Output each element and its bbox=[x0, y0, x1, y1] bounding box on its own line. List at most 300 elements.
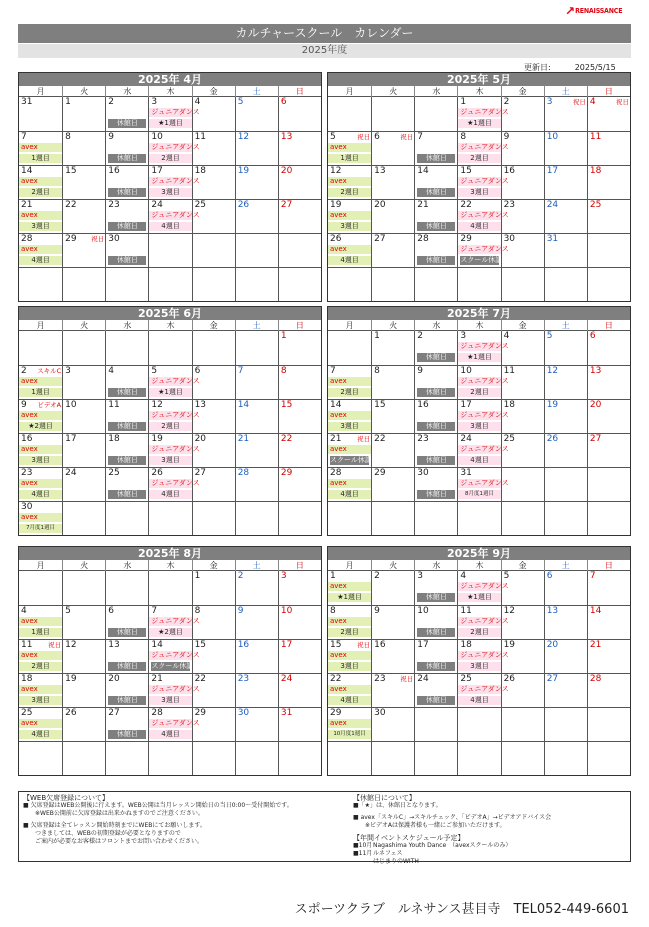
day-number: 11 bbox=[460, 606, 472, 616]
day-cell bbox=[414, 365, 457, 399]
calendar-july bbox=[327, 306, 631, 536]
day-number: 16 bbox=[374, 640, 386, 650]
day-cell bbox=[235, 233, 278, 267]
event-row bbox=[353, 850, 628, 858]
junior-dance-label: ジュニアダンス bbox=[460, 245, 509, 253]
event-month bbox=[353, 858, 373, 866]
day-cell bbox=[105, 571, 148, 605]
day-number: 12 bbox=[546, 366, 559, 376]
day-number: 16 bbox=[21, 434, 33, 444]
closed-day-label: 休館日 bbox=[417, 593, 455, 602]
weekday-label: 土 bbox=[544, 86, 587, 97]
closed-day-label: 休館日 bbox=[417, 696, 455, 705]
day-cell bbox=[19, 467, 62, 501]
day-number: 7 bbox=[237, 366, 244, 376]
day-number: 21 bbox=[589, 640, 602, 650]
junior-dance-label: ジュニアダンス bbox=[151, 685, 200, 693]
week-label: 2週目 bbox=[19, 188, 62, 197]
day-number: 21 bbox=[417, 200, 429, 210]
day-number: 24 bbox=[546, 200, 559, 210]
day-cell bbox=[62, 233, 105, 267]
day-cell bbox=[414, 571, 457, 605]
weekday-label: 火 bbox=[371, 560, 414, 571]
junior-dance-label: ジュニアダンス bbox=[151, 177, 200, 185]
day-number: 1 bbox=[280, 331, 287, 341]
day-cell bbox=[457, 131, 509, 165]
day-cell bbox=[544, 639, 587, 673]
day-number: 5 bbox=[503, 571, 510, 581]
day-number: 25 bbox=[194, 200, 207, 210]
week-label: ★1週目 bbox=[458, 353, 500, 362]
logo-mark-icon: ↗ bbox=[565, 4, 574, 18]
day-number: 10 bbox=[151, 132, 163, 142]
renaissance-logo bbox=[565, 4, 645, 18]
day-cell bbox=[587, 571, 630, 605]
day-cell bbox=[148, 571, 191, 605]
page-title: カルチャースクール カレンダー bbox=[18, 24, 631, 43]
closed-day-label: 休館日 bbox=[417, 222, 455, 231]
day-cell bbox=[148, 199, 200, 233]
day-cell bbox=[105, 97, 148, 131]
day-number: 4 bbox=[21, 606, 27, 616]
day-number: 14 bbox=[151, 640, 163, 650]
day-number: 26 bbox=[546, 434, 559, 444]
day-cell bbox=[457, 199, 509, 233]
day-cell bbox=[62, 199, 105, 233]
day-number: 30 bbox=[21, 502, 33, 512]
closed-day-label: 休館日 bbox=[108, 188, 146, 197]
day-cell bbox=[192, 707, 235, 741]
day-cell bbox=[148, 131, 200, 165]
week-label: ★1週目 bbox=[458, 119, 500, 128]
week-label: 4週目 bbox=[149, 222, 191, 231]
weekday-label: 日 bbox=[587, 560, 630, 571]
day-cell bbox=[414, 707, 457, 741]
day-number: 3 bbox=[417, 571, 424, 581]
day-cell bbox=[371, 433, 414, 467]
day-cell bbox=[587, 501, 630, 535]
day-cell bbox=[328, 501, 371, 535]
week-label: 10月度1週目 bbox=[328, 730, 371, 739]
avex-label: avex bbox=[328, 445, 371, 454]
week-label: スクール休講 bbox=[330, 456, 372, 464]
avex-label: avex bbox=[19, 445, 62, 454]
weekday-label: 土 bbox=[544, 560, 587, 571]
weekday-label: 火 bbox=[62, 86, 105, 97]
closed-day-label: 休館日 bbox=[417, 188, 455, 197]
week-label: 2週目 bbox=[458, 154, 500, 163]
weekday-label: 土 bbox=[235, 560, 278, 571]
day-number: 5 bbox=[151, 366, 158, 376]
day-cell bbox=[192, 97, 235, 131]
weekday-label: 火 bbox=[371, 320, 414, 331]
day-cell bbox=[19, 707, 62, 741]
day-cell bbox=[457, 605, 509, 639]
day-cell bbox=[278, 571, 321, 605]
day-number: 11 bbox=[108, 400, 120, 410]
note-line: ■ avex「スキルC」→スキルチェック、「ビデオA」→ビデオアドバイス会 bbox=[353, 814, 552, 821]
junior-dance-label: ジュニアダンス bbox=[460, 108, 509, 116]
day-number: 19 bbox=[237, 166, 250, 176]
day-number: 4 bbox=[589, 97, 596, 107]
closed-day-label: 休館日 bbox=[417, 662, 455, 671]
day-cell bbox=[371, 605, 414, 639]
day-cell bbox=[457, 707, 500, 741]
note-line: ※ビデオAは保護者様も一緒にご参加いただけます。 bbox=[365, 822, 506, 829]
closed-day-label: 休館日 bbox=[108, 422, 146, 431]
junior-dance-label: ジュニアダンス bbox=[460, 685, 509, 693]
closed-day-label: 休館日 bbox=[108, 388, 146, 397]
fiscal-year: 2025年度 bbox=[18, 44, 631, 58]
day-cell bbox=[544, 571, 587, 605]
day-grid bbox=[328, 331, 630, 535]
day-cell bbox=[278, 741, 321, 775]
day-number: 25 bbox=[108, 468, 120, 478]
events-heading: 【年間イベントスケジュール予定】 bbox=[353, 834, 465, 842]
day-cell bbox=[62, 97, 105, 131]
day-cell bbox=[457, 97, 509, 131]
day-cell bbox=[328, 673, 371, 707]
weekday-label: 木 bbox=[457, 320, 500, 331]
closed-day-label: 休館日 bbox=[417, 353, 455, 362]
notes-heading: 【休館日について】 bbox=[353, 794, 416, 802]
day-number: 20 bbox=[280, 166, 293, 176]
day-cell bbox=[19, 639, 62, 673]
week-label: 3週目 bbox=[19, 696, 62, 705]
day-cell bbox=[278, 673, 321, 707]
day-number: 24 bbox=[280, 674, 293, 684]
junior-dance-label: ジュニアダンス bbox=[460, 582, 509, 590]
weekday-header bbox=[19, 320, 321, 331]
day-cell bbox=[328, 365, 371, 399]
day-number: 24 bbox=[151, 200, 163, 210]
day-number: 9 bbox=[21, 400, 27, 410]
day-number: 18 bbox=[460, 640, 472, 650]
day-number: 8 bbox=[194, 606, 201, 616]
day-cell bbox=[19, 97, 62, 131]
day-number: 19 bbox=[546, 400, 559, 410]
weekday-label: 水 bbox=[105, 320, 148, 331]
day-cell bbox=[414, 331, 457, 365]
day-number: 22 bbox=[280, 434, 293, 444]
day-cell bbox=[105, 673, 148, 707]
day-cell bbox=[235, 97, 278, 131]
day-cell bbox=[414, 639, 457, 673]
closed-day-label: 休館日 bbox=[108, 119, 146, 128]
day-number: 1 bbox=[460, 97, 467, 107]
day-number: 12 bbox=[151, 400, 163, 410]
day-number: 5 bbox=[237, 97, 244, 107]
holiday-label: 祝日 bbox=[357, 133, 371, 141]
weekday-label: 土 bbox=[544, 320, 587, 331]
week-label: 4週目 bbox=[149, 730, 191, 739]
avex-label: avex bbox=[19, 719, 62, 728]
day-number: 13 bbox=[280, 132, 293, 142]
junior-dance-label: ジュニアダンス bbox=[460, 411, 509, 419]
closed-day-label: 休館日 bbox=[108, 154, 146, 163]
day-cell bbox=[19, 673, 62, 707]
day-number: 27 bbox=[589, 434, 602, 444]
day-cell bbox=[371, 639, 414, 673]
day-cell bbox=[328, 571, 371, 605]
day-cell bbox=[148, 605, 200, 639]
holiday-label: 祝日 bbox=[400, 675, 414, 683]
day-cell bbox=[587, 131, 630, 165]
day-number: 6 bbox=[280, 97, 287, 107]
day-cell bbox=[328, 639, 371, 673]
day-cell bbox=[62, 467, 105, 501]
day-cell bbox=[414, 673, 457, 707]
week-label: 2週目 bbox=[458, 628, 500, 637]
day-cell bbox=[328, 707, 371, 741]
day-cell bbox=[235, 707, 278, 741]
day-cell bbox=[414, 433, 457, 467]
week-label: 7月度1週目 bbox=[19, 524, 62, 533]
day-cell bbox=[278, 501, 321, 535]
calendar-may bbox=[327, 72, 631, 302]
day-cell bbox=[19, 433, 62, 467]
day-cell bbox=[105, 639, 148, 673]
weekday-label: 日 bbox=[278, 86, 321, 97]
day-cell bbox=[148, 97, 200, 131]
weekday-label: 月 bbox=[345, 561, 354, 570]
day-cell bbox=[371, 165, 414, 199]
day-cell bbox=[105, 707, 148, 741]
avex-label: avex bbox=[328, 617, 371, 626]
day-number: 22 bbox=[194, 674, 207, 684]
day-cell bbox=[192, 639, 235, 673]
day-number: 4 bbox=[108, 366, 115, 376]
week-label: スクール休講 bbox=[151, 662, 194, 670]
day-number: 6 bbox=[589, 331, 596, 341]
day-number: 31 bbox=[280, 708, 293, 718]
day-cell bbox=[148, 433, 200, 467]
day-number: 12 bbox=[65, 640, 77, 650]
day-cell bbox=[501, 233, 544, 267]
junior-dance-label: ジュニアダンス bbox=[460, 177, 509, 185]
day-cell bbox=[148, 741, 191, 775]
day-number: 9 bbox=[237, 606, 244, 616]
day-grid bbox=[328, 571, 630, 775]
day-number: 29 bbox=[374, 468, 386, 478]
junior-dance-label: ジュニアダンス bbox=[460, 651, 509, 659]
day-number: 7 bbox=[151, 606, 158, 616]
avex-label: avex bbox=[328, 479, 371, 488]
closed-day-label: 休館日 bbox=[417, 422, 455, 431]
week-label: 3週目 bbox=[149, 696, 191, 705]
avex-label: avex bbox=[19, 211, 62, 220]
day-cell bbox=[105, 233, 148, 267]
day-number: 30 bbox=[503, 234, 516, 244]
day-cell bbox=[235, 673, 278, 707]
day-number: 18 bbox=[21, 674, 33, 684]
day-number: 24 bbox=[65, 468, 77, 478]
day-cell bbox=[457, 165, 509, 199]
week-label: ★1週目 bbox=[328, 593, 371, 602]
logo-text: RENAISSANCE bbox=[575, 7, 623, 15]
day-cell bbox=[19, 605, 62, 639]
weekday-label: 水 bbox=[414, 320, 457, 331]
day-cell bbox=[62, 131, 105, 165]
closed-day-label: 休館日 bbox=[108, 662, 146, 671]
day-cell bbox=[587, 399, 630, 433]
weekday-label: 木 bbox=[148, 86, 191, 97]
day-cell bbox=[62, 399, 105, 433]
day-cell bbox=[192, 741, 235, 775]
event-name: はじまりのWITH bbox=[373, 858, 419, 865]
note-line: ■ 欠席登録は全てレッスン開始時刻までにWEBにてお願いします。 bbox=[23, 822, 206, 829]
day-number: 31 bbox=[460, 468, 472, 478]
week-label: 4週目 bbox=[328, 490, 371, 499]
day-number: 3 bbox=[151, 97, 158, 107]
day-number: 2 bbox=[503, 97, 510, 107]
week-label: 4週目 bbox=[458, 456, 500, 465]
holiday-label: 祝日 bbox=[357, 641, 371, 649]
day-cell bbox=[587, 741, 630, 775]
day-cell bbox=[457, 501, 500, 535]
weekday-label: 金 bbox=[192, 560, 235, 571]
day-number: 31 bbox=[546, 234, 559, 244]
day-grid bbox=[328, 97, 630, 301]
event-row bbox=[353, 842, 628, 850]
junior-dance-label: ジュニアダンス bbox=[151, 108, 200, 116]
day-number: 21 bbox=[330, 434, 342, 444]
day-grid bbox=[19, 331, 321, 535]
day-number: 21 bbox=[21, 200, 33, 210]
day-number: 23 bbox=[417, 434, 429, 444]
closed-day-label: 休館日 bbox=[108, 628, 146, 637]
day-cell bbox=[19, 365, 62, 399]
day-number: 30 bbox=[374, 708, 386, 718]
day-cell bbox=[544, 267, 587, 301]
day-number: 6 bbox=[546, 571, 553, 581]
closed-day-label: 休館日 bbox=[108, 256, 146, 265]
day-number: 9 bbox=[108, 132, 115, 142]
day-cell bbox=[235, 267, 278, 301]
day-number: 22 bbox=[330, 674, 342, 684]
closed-day-label: 休館日 bbox=[417, 154, 455, 163]
day-number: 25 bbox=[21, 708, 33, 718]
week-label: 4週目 bbox=[328, 256, 371, 265]
day-cell bbox=[62, 331, 105, 365]
day-cell bbox=[62, 673, 105, 707]
day-number: 23 bbox=[21, 468, 33, 478]
day-cell bbox=[62, 165, 105, 199]
day-number: 20 bbox=[589, 400, 602, 410]
day-cell bbox=[501, 673, 544, 707]
day-number: 22 bbox=[374, 434, 386, 444]
junior-dance-label: ジュニアダンス bbox=[151, 377, 200, 385]
week-label: 3週目 bbox=[19, 222, 62, 231]
day-cell bbox=[62, 639, 105, 673]
avex-label: avex bbox=[328, 719, 371, 728]
day-number: 27 bbox=[546, 674, 559, 684]
day-cell bbox=[371, 741, 414, 775]
note-line: ※WEB公開前に欠席登録は出来かねますのでご注意ください。 bbox=[35, 810, 204, 817]
day-number: 20 bbox=[374, 200, 386, 210]
day-cell bbox=[192, 199, 235, 233]
day-number: 15 bbox=[330, 640, 342, 650]
day-cell bbox=[235, 165, 278, 199]
day-number: 8 bbox=[65, 132, 71, 142]
day-cell bbox=[278, 433, 321, 467]
week-label: ★1週目 bbox=[149, 119, 191, 128]
day-number: 25 bbox=[589, 200, 602, 210]
day-cell bbox=[235, 199, 278, 233]
week-label: 2週目 bbox=[19, 662, 62, 671]
day-number: 12 bbox=[237, 132, 250, 142]
avex-label: avex bbox=[328, 651, 371, 660]
day-cell bbox=[62, 605, 105, 639]
day-cell bbox=[328, 331, 371, 365]
day-number: 27 bbox=[280, 200, 293, 210]
closed-day-label: 休館日 bbox=[417, 256, 455, 265]
day-cell bbox=[328, 165, 371, 199]
avex-label: avex bbox=[328, 211, 371, 220]
day-cell bbox=[544, 97, 587, 131]
day-number: 19 bbox=[151, 434, 163, 444]
day-number: 7 bbox=[21, 132, 27, 142]
day-cell bbox=[328, 433, 371, 467]
day-number: 12 bbox=[503, 606, 516, 616]
day-cell bbox=[105, 365, 148, 399]
weekday-label: 火 bbox=[62, 560, 105, 571]
day-number: 28 bbox=[589, 674, 602, 684]
week-label: 3週目 bbox=[458, 188, 500, 197]
day-cell bbox=[278, 199, 321, 233]
day-number: 17 bbox=[65, 434, 77, 444]
day-number: 21 bbox=[237, 434, 250, 444]
day-cell bbox=[501, 467, 544, 501]
closed-day-label: 休館日 bbox=[417, 388, 455, 397]
day-cell bbox=[501, 267, 544, 301]
weekday-label: 月 bbox=[345, 87, 354, 96]
day-number: 27 bbox=[108, 708, 120, 718]
day-number: 7 bbox=[330, 366, 336, 376]
day-cell bbox=[328, 267, 371, 301]
day-cell bbox=[105, 165, 148, 199]
closed-day-label: 休館日 bbox=[417, 490, 455, 499]
avex-label: avex bbox=[19, 143, 62, 152]
day-cell bbox=[544, 467, 587, 501]
day-cell bbox=[105, 267, 148, 301]
holiday-label: 祝日 bbox=[48, 641, 62, 649]
day-number: 7 bbox=[589, 571, 596, 581]
day-number: 3 bbox=[280, 571, 287, 581]
day-cell bbox=[414, 233, 457, 267]
day-cell bbox=[371, 673, 414, 707]
day-cell bbox=[192, 433, 235, 467]
avex-label: avex bbox=[328, 411, 371, 420]
month-title: 2025年 5月 bbox=[328, 73, 630, 86]
day-cell bbox=[235, 433, 278, 467]
note-line: ご案内が必要なお客様はフロントまでお問い合わせください。 bbox=[35, 838, 204, 845]
day-number: 26 bbox=[503, 674, 516, 684]
calendar-april bbox=[18, 72, 322, 302]
holiday-label: 祝日 bbox=[91, 235, 105, 243]
day-cell bbox=[587, 467, 630, 501]
junior-dance-label: ジュニアダンス bbox=[460, 445, 509, 453]
day-number: 26 bbox=[65, 708, 77, 718]
day-cell bbox=[501, 741, 544, 775]
day-cell bbox=[501, 331, 544, 365]
day-cell bbox=[587, 673, 630, 707]
club-footer: スポーツクラブ ルネサンス甚目寺 TEL052-449-6601 bbox=[294, 902, 629, 917]
day-number: 5 bbox=[65, 606, 71, 616]
day-cell bbox=[501, 433, 544, 467]
day-cell bbox=[371, 707, 414, 741]
week-label: 3週目 bbox=[328, 222, 371, 231]
